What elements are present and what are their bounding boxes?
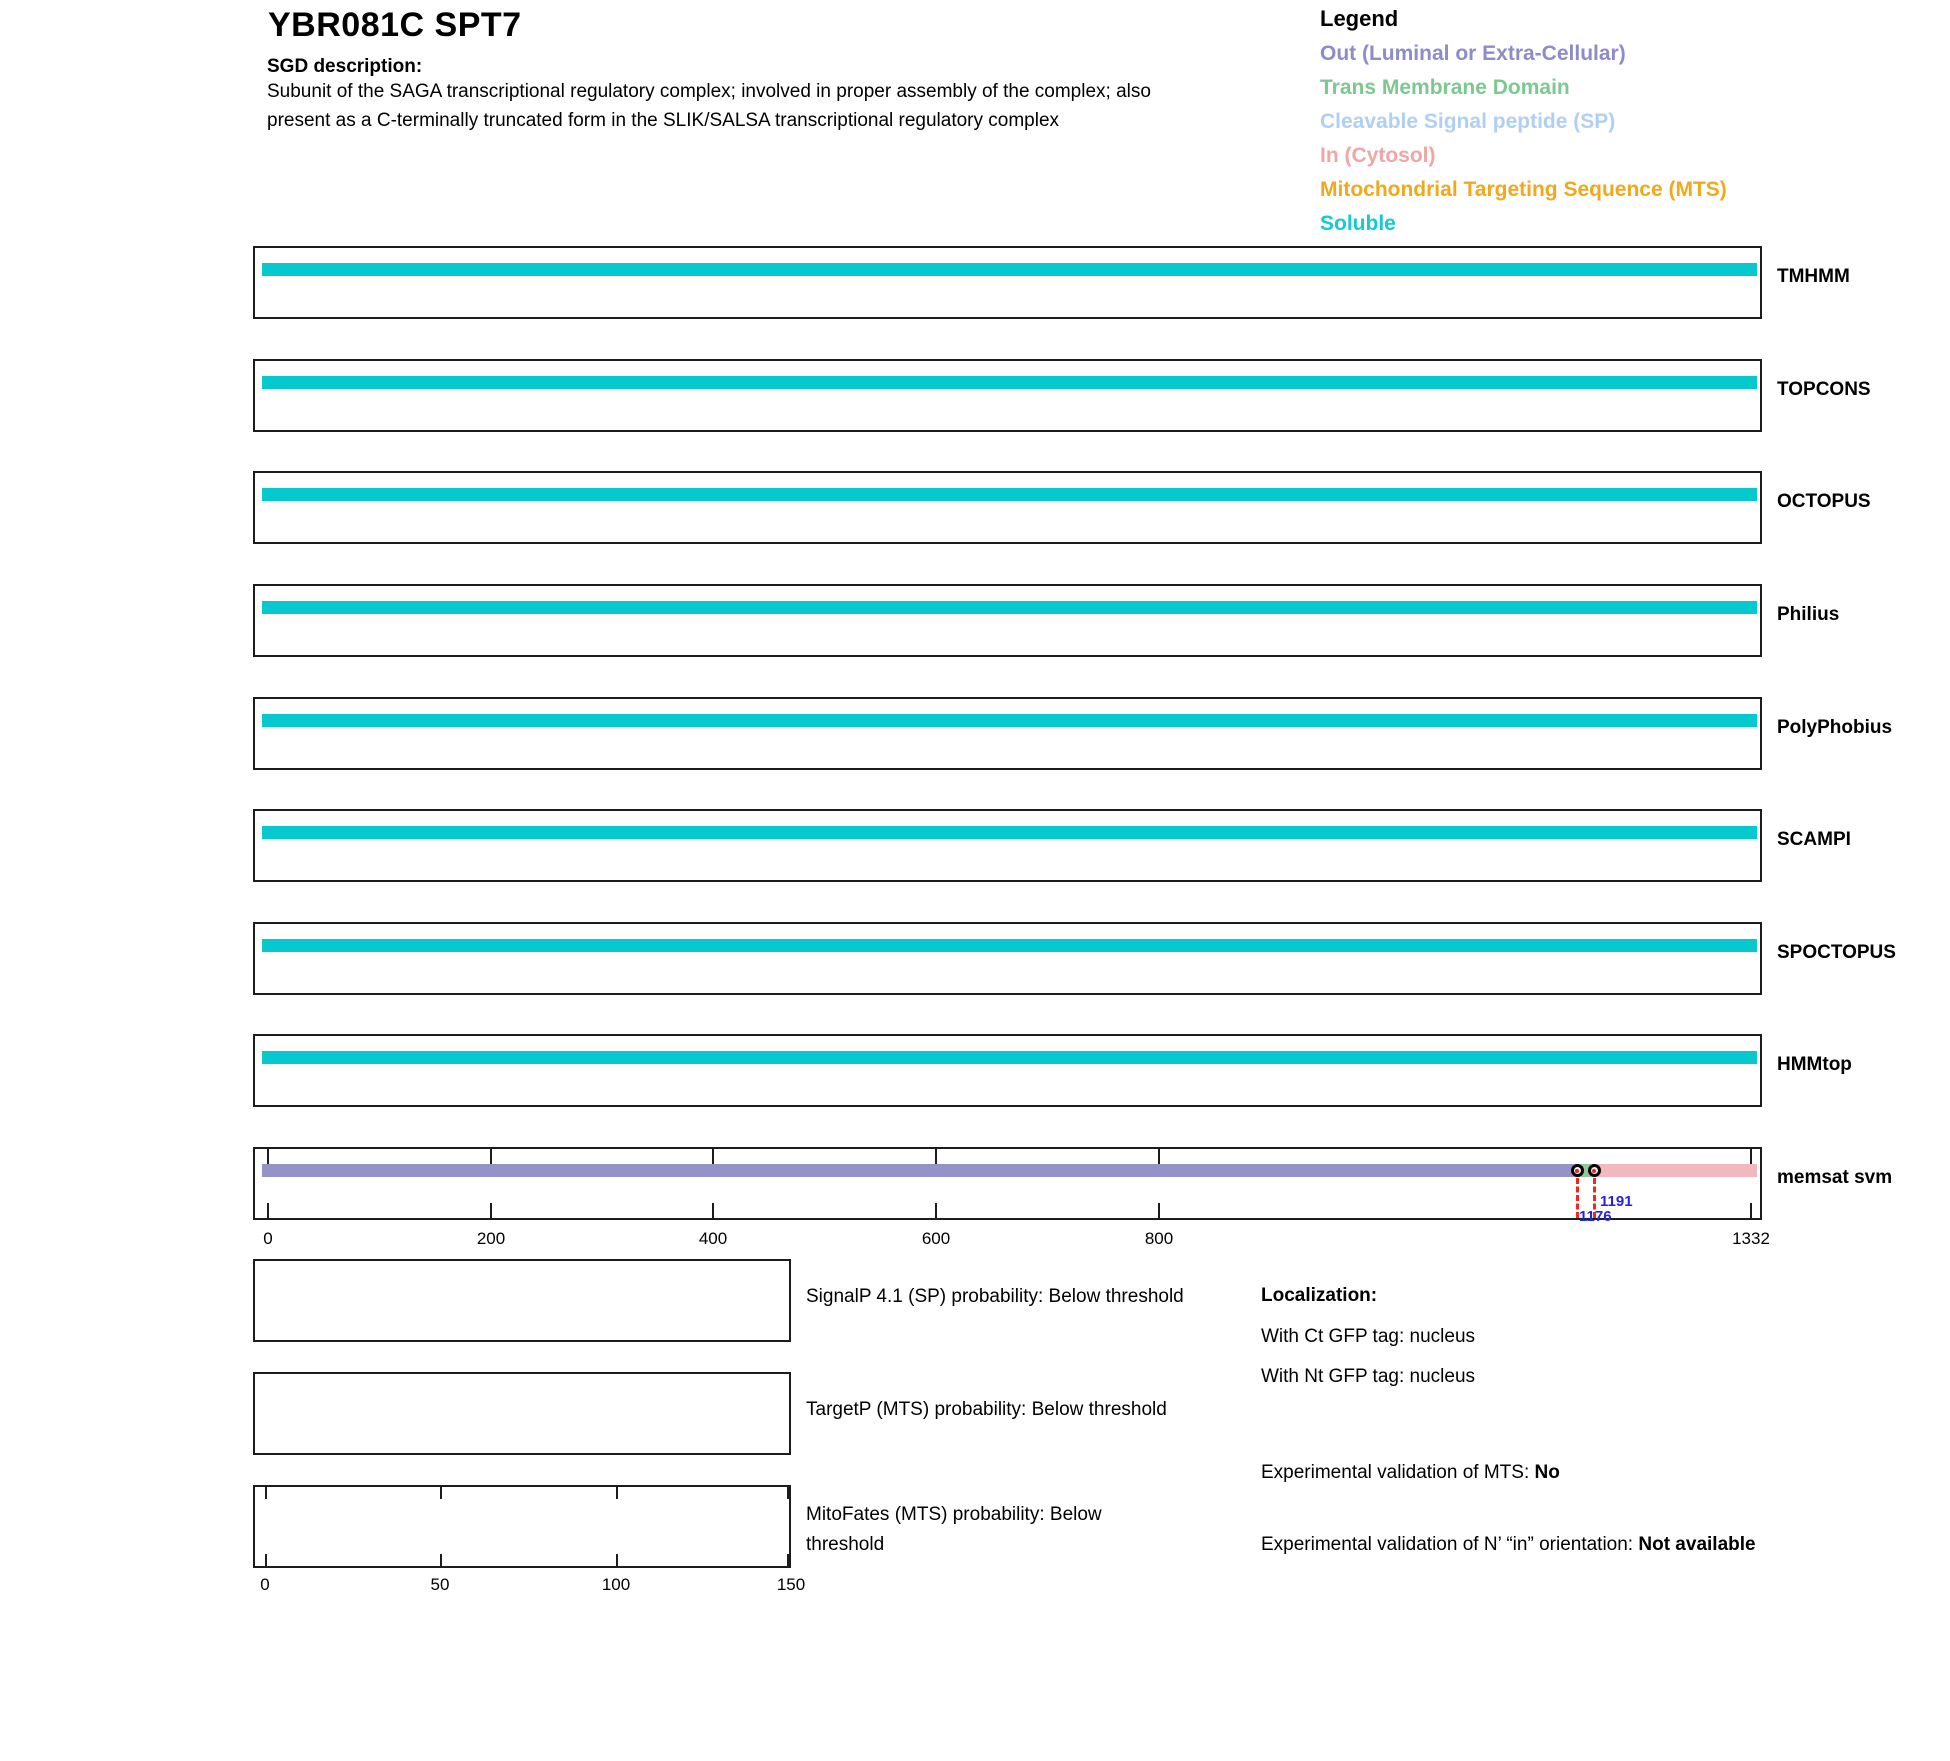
memsat-tick-top-1332	[1750, 1149, 1752, 1164]
track-label-memsat-svm: memsat svm	[1777, 1167, 1893, 1188]
mitofates-tick-top-50	[440, 1487, 442, 1499]
segment-soluble-hmmtop	[262, 1051, 1757, 1064]
ct-gfp-localization: With Ct GFP tag: nucleus	[1261, 1326, 1476, 1347]
tm-boundary-dot-1191	[1592, 1169, 1596, 1173]
mitofates-axis-label-100: 100	[601, 1575, 631, 1594]
orientation-validation-line	[1261, 1528, 1761, 1561]
tm-boundary-dot-1176	[1575, 1169, 1579, 1173]
legend-item-out: Out (Luminal or Extra-Cellular)	[1320, 42, 1626, 65]
memsat-tick-bottom-1332	[1750, 1203, 1752, 1218]
track-box-topcons	[253, 359, 1762, 432]
memsat-tick-top-400	[712, 1149, 714, 1164]
probability-label-mitofates: MitoFates (MTS) probability: Below threshold	[806, 1504, 1102, 1555]
legend	[1320, 6, 1727, 246]
x-axis-label-600: 600	[921, 1229, 951, 1248]
mts-validation-line	[1261, 1462, 1560, 1484]
memsat-tick-top-200	[490, 1149, 492, 1164]
track-box-hmmtop	[253, 1034, 1762, 1107]
x-axis-label-400: 400	[698, 1229, 728, 1248]
legend-item-sp: Cleavable Signal peptide (SP)	[1320, 110, 1616, 133]
track-label-tmhmm: TMHMM	[1777, 266, 1850, 287]
probability-label-signalp: SignalP 4.1 (SP) probability: Below threshold	[806, 1286, 1184, 1307]
legend-item-soluble: Soluble	[1320, 212, 1396, 235]
memsat-tick-top-600	[935, 1149, 937, 1164]
x-axis-label-200: 200	[476, 1229, 506, 1248]
memsat-tick-bottom-200	[490, 1203, 492, 1218]
probability-box-signalp	[253, 1259, 791, 1342]
mitofates-tick-bottom-50	[440, 1554, 442, 1566]
track-box-scampi	[253, 809, 1762, 882]
tm-boundary-label-1191: 1191	[1600, 1193, 1633, 1210]
legend-heading: Legend	[1320, 6, 1399, 31]
localization-heading: Localization:	[1261, 1285, 1378, 1306]
mitofates-tick-bottom-100	[616, 1554, 618, 1566]
memsat-tick-top-800	[1158, 1149, 1160, 1164]
memsat-tick-bottom-0	[267, 1203, 269, 1218]
memsat-tick-top-0	[267, 1149, 269, 1164]
page-title: YBR081C SPT7	[268, 6, 522, 44]
legend-item-in: In (Cytosol)	[1320, 144, 1436, 167]
mts-validation-value: No	[1534, 1462, 1560, 1483]
track-label-philius: Philius	[1777, 604, 1840, 625]
segment-soluble-polyphobius	[262, 714, 1757, 727]
sgd-description-heading: SGD description:	[267, 56, 423, 77]
memsat-tick-bottom-400	[712, 1203, 714, 1218]
track-label-scampi: SCAMPI	[1777, 829, 1851, 850]
track-label-topcons: TOPCONS	[1777, 379, 1871, 400]
mitofates-axis-label-150: 150	[776, 1575, 806, 1594]
probability-box-targetp	[253, 1372, 791, 1455]
x-axis-label-800: 800	[1144, 1229, 1174, 1248]
tm-boundary-label-1176: 1176	[1579, 1208, 1612, 1225]
track-box-tmhmm	[253, 246, 1762, 319]
track-box-philius	[253, 584, 1762, 657]
segment-soluble-topcons	[262, 376, 1757, 389]
track-label-octopus: OCTOPUS	[1777, 491, 1871, 512]
track-label-hmmtop: HMMtop	[1777, 1054, 1852, 1075]
segment-soluble-octopus	[262, 488, 1757, 501]
segment-in-memsat-svm	[1594, 1164, 1757, 1177]
mitofates-tick-bottom-0	[265, 1554, 267, 1566]
track-box-polyphobius	[253, 697, 1762, 770]
orientation-validation-value: Not available	[1638, 1534, 1756, 1555]
track-label-polyphobius: PolyPhobius	[1777, 717, 1893, 738]
segment-out-memsat-svm	[262, 1164, 1577, 1177]
mitofates-tick-top-0	[265, 1487, 267, 1499]
probability-box-mitofates	[253, 1485, 791, 1568]
track-box-spoctopus	[253, 922, 1762, 995]
mitofates-axis-label-50: 50	[430, 1575, 450, 1594]
segment-soluble-philius	[262, 601, 1757, 614]
segment-soluble-scampi	[262, 826, 1757, 839]
segment-soluble-spoctopus	[262, 939, 1757, 952]
mitofates-tick-bottom-150	[787, 1554, 789, 1566]
memsat-tick-bottom-600	[935, 1203, 937, 1218]
legend-item-tm: Trans Membrane Domain	[1320, 76, 1570, 99]
memsat-tick-bottom-800	[1158, 1203, 1160, 1218]
track-box-octopus	[253, 471, 1762, 544]
probability-label-targetp: TargetP (MTS) probability: Below threshold	[806, 1399, 1167, 1420]
track-label-spoctopus: SPOCTOPUS	[1777, 942, 1896, 963]
track-box-memsat-svm	[253, 1147, 1762, 1220]
nt-gfp-localization: With Nt GFP tag: nucleus	[1261, 1366, 1476, 1387]
sgd-description-text	[267, 77, 1151, 135]
mitofates-axis-label-0: 0	[260, 1575, 270, 1594]
orientation-validation-label: Experimental validation of N’ “in” orientation:	[1261, 1534, 1639, 1555]
mitofates-tick-top-100	[616, 1487, 618, 1499]
mts-validation-label: Experimental validation of MTS:	[1261, 1462, 1535, 1483]
legend-item-mts: Mitochondrial Targeting Sequence (MTS)	[1320, 178, 1727, 201]
legend-items	[1320, 42, 1727, 246]
sgd-description-line-1: Subunit of the SAGA transcriptional regulatory complex; involved in proper assembly of the complex; also	[267, 81, 1151, 102]
mitofates-tick-top-150	[787, 1487, 789, 1499]
x-axis-label-0: 0	[263, 1229, 273, 1248]
x-axis-label-1332: 1332	[1732, 1229, 1770, 1248]
sgd-description-line-2: present as a C-terminally truncated form in the SLIK/SALSA transcriptional regulatory complex	[267, 110, 1060, 131]
segment-soluble-tmhmm	[262, 263, 1757, 276]
